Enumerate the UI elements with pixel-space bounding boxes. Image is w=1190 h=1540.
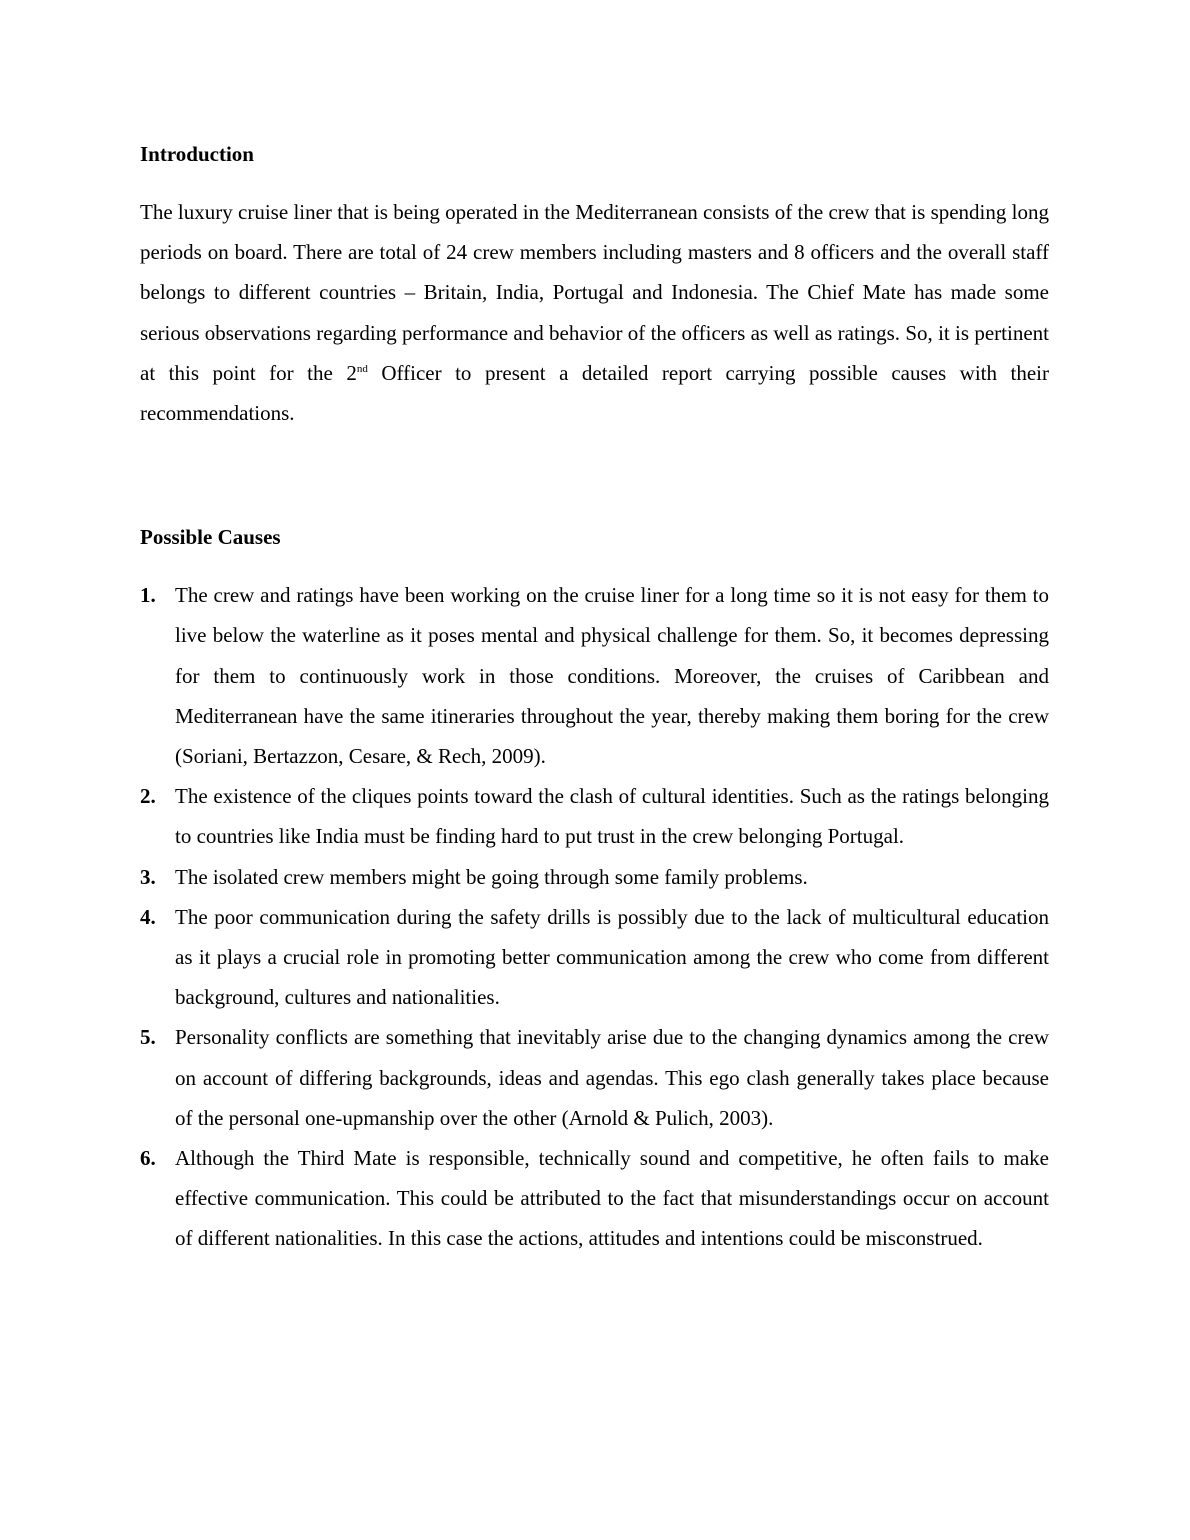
possible-causes-heading: Possible Causes [140,525,281,550]
cause-number: 1. [140,583,156,608]
ordinal-superscript: nd [356,362,368,375]
document-page [140,136,1049,1259]
cause-number: 2. [140,784,156,809]
cause-text: Although the Third Mate is responsible, technically sound and competitive, he often fails to make effective communication. This could be attributed to the fact that misunderstandings occur on account of different nationalities. In this case the actions, attitudes and intentions could be misconstrued. [175,1146,1049,1251]
cause-item-4 [140,897,1049,1018]
cause-text: The crew and ratings have been working on the cruise liner for a long time so it is not easy for them to live below the waterline as it poses mental and physical challenge for them. So, it becomes depressing for them to continuously work in those conditions. Moreover, the cruises of Caribbean and Mediterranean have the same itineraries throughout the year, thereby making them boring for the crew (Soriani, Bertazzon, Cesare, & Rech, 2009). [175,583,1049,769]
introduction-heading: Introduction [140,142,254,166]
introduction-paragraph [140,192,1049,433]
cause-number: 3. [140,864,156,889]
intro-text-part2: Officer to present a detailed report carrying possible causes with their recommendations. [140,360,1049,426]
cause-item-6 [140,1138,1049,1259]
cause-text: The poor communication during the safety drills is possibly due to the lack of multicultural education as it plays a crucial role in promoting better communication among the crew who come from different background, cultures and nationalities. [175,904,1049,1010]
cause-item-1 [140,575,1049,776]
cause-item-5 [140,1017,1049,1138]
cause-item-2 [140,776,1049,856]
cause-number: 6. [140,1146,156,1171]
cause-number: 5. [140,1025,156,1050]
cause-number: 4. [140,904,156,929]
cause-text: Personality conflicts are something that inevitably arise due to the changing dynamics among the crew on account of differing backgrounds, ideas and agendas. This ego clash generally takes place because of the personal one-upmanship over the other (Arnold & Pulich, 2003). [175,1025,1049,1130]
cause-text: The existence of the cliques points toward the clash of cultural identities. Such as the ratings belonging to countries like India must be finding hard to put trust in the crew belonging Portugal. [175,784,1049,849]
causes-list [140,575,1049,1258]
cause-item-3 [140,857,1049,897]
intro-text-part1: The luxury cruise liner that is being operated in the Mediterranean consists of the crew that is spending long periods on board. There are total of 24 crew members including masters and 8 officers and the overall staff belongs to different countries – Britain, India, Portugal and Indonesia. The Chief Mate has made some serious observations regarding performance and behavior of the officers as well as ratings. So, it is pertinent at this point for the 2 [140,200,1049,385]
cause-text: The isolated crew members might be going through some family problems. [175,864,808,889]
